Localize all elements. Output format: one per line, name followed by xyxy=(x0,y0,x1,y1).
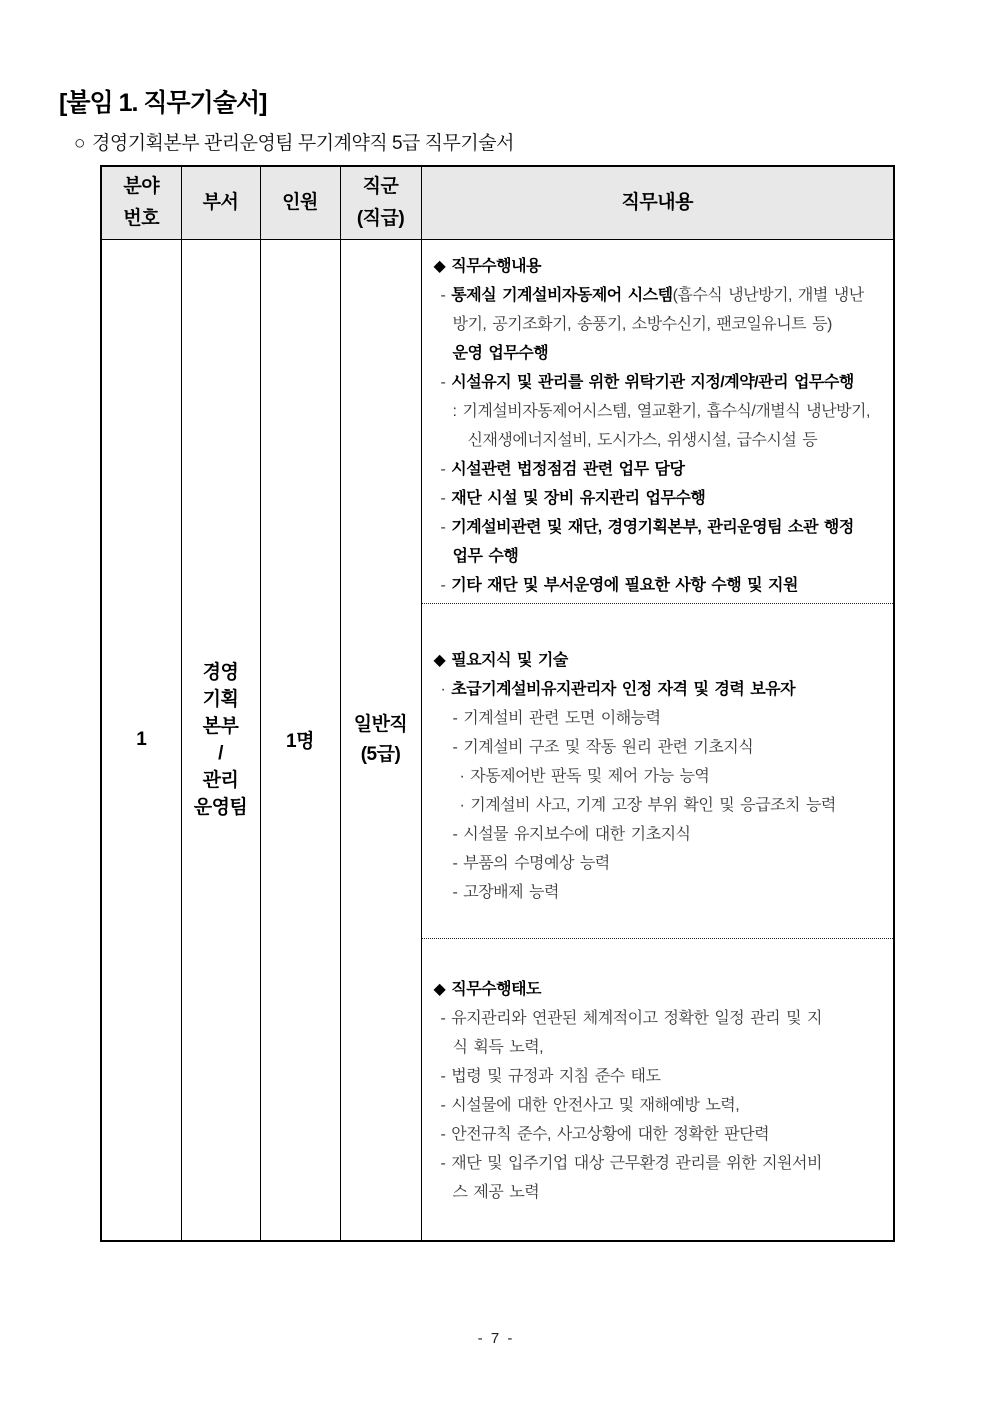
department-line: 기획 xyxy=(202,688,239,710)
subtitle-text: 경영기획본부 관리운영팀 무기계약직 5급 직무기술서 xyxy=(91,133,514,154)
cell-headcount: 1명 xyxy=(260,239,340,1241)
col-header-headcount xyxy=(260,166,340,239)
content-line xyxy=(422,820,894,849)
subtitle xyxy=(74,128,514,155)
content-text: - 시설물 유지보수에 대한 기초지식 xyxy=(452,825,691,843)
content-line xyxy=(422,1004,894,1033)
header-line: 직무내용 xyxy=(621,191,693,213)
content-text: - xyxy=(440,286,452,304)
cell-job-group xyxy=(340,239,421,1241)
job-group-line: (5급) xyxy=(360,743,401,765)
header-line: 분야 xyxy=(123,175,160,197)
content-line xyxy=(422,310,894,339)
content-text: - 안전규칙 준수, 사고상황에 대한 정확한 판단력 xyxy=(440,1125,770,1143)
content-text: - xyxy=(440,518,452,536)
job-description-table xyxy=(100,165,895,1242)
job-section-knowledge-skills xyxy=(422,603,894,938)
content-line xyxy=(422,675,894,704)
content-line xyxy=(422,762,894,791)
page-number: - 7 - xyxy=(477,1330,515,1347)
table-header-row xyxy=(101,166,894,239)
content-text: : 기계설비자동제어시스템, 열교환기, 흡수식/개별식 냉난방기, xyxy=(452,402,870,420)
department-line: 관리 xyxy=(202,769,239,791)
content-line xyxy=(422,281,894,310)
content-bold-text: 시설유지 및 관리를 위한 위탁기관 지정/계약/관리 업무수행 xyxy=(451,373,854,391)
content-line xyxy=(422,513,894,542)
content-text: - 유지관리와 연관된 체계적이고 정확한 일정 관리 및 지 xyxy=(440,1009,822,1027)
col-header-field-no xyxy=(101,166,181,239)
content-text: - xyxy=(440,576,452,594)
job-section-duties xyxy=(422,240,894,603)
content-line xyxy=(422,1033,894,1062)
content-line xyxy=(422,1149,894,1178)
content-line xyxy=(422,878,894,907)
col-header-department xyxy=(181,166,260,239)
content-line xyxy=(422,704,894,733)
page-title: [붙임 1. 직무기술서] xyxy=(59,89,267,117)
content-bold-text: 업무 수행 xyxy=(452,547,519,565)
content-bold-text: 재단 시설 및 장비 유지관리 업무수행 xyxy=(451,489,706,507)
header-line: 부서 xyxy=(202,191,239,213)
content-line xyxy=(422,646,894,675)
content-text: (흡수식 냉난방기, 개별 냉난 xyxy=(672,286,864,304)
content-text: 식 획득 노력, xyxy=(452,1038,544,1056)
content-text: - xyxy=(440,373,452,391)
content-line xyxy=(422,252,894,281)
department-line: 경영 xyxy=(202,661,239,683)
content-line xyxy=(422,975,894,1004)
circle-bullet-icon: ○ xyxy=(74,133,85,154)
content-bold-text: 초급기계설비유지관리자 인정 자격 및 경력 보유자 xyxy=(451,680,796,698)
content-line xyxy=(422,849,894,878)
content-line xyxy=(422,1120,894,1149)
content-line xyxy=(422,426,894,455)
content-text: - 고장배제 능력 xyxy=(452,883,559,901)
content-text: · 자동제어반 판독 및 제어 가능 능역 xyxy=(459,767,710,785)
content-text: - 부품의 수명예상 능력 xyxy=(452,854,610,872)
header-line: 직군 xyxy=(362,175,399,197)
content-bold-text: ◆ 직무수행내용 xyxy=(433,257,541,275)
content-text: - 기계설비 구조 및 작동 원리 관련 기초지식 xyxy=(452,738,754,756)
table-row xyxy=(101,239,894,1241)
col-header-job-content xyxy=(421,166,894,239)
content-bold-text: ◆ 필요지식 및 기술 xyxy=(433,651,568,669)
job-section-attitude xyxy=(422,938,894,1240)
department-line: 본부 xyxy=(202,715,239,737)
content-line xyxy=(422,368,894,397)
content-line xyxy=(422,455,894,484)
content-line xyxy=(422,733,894,762)
header-line: 번호 xyxy=(123,207,160,229)
content-text: - 재단 및 입주기업 대상 근무환경 관리를 위한 지원서비 xyxy=(440,1154,822,1172)
content-text: - xyxy=(440,460,452,478)
cell-field-no: 1 xyxy=(101,239,181,1241)
content-text: - 시설물에 대한 안전사고 및 재해예방 노력, xyxy=(440,1096,740,1114)
content-line xyxy=(422,791,894,820)
job-group-line: 일반직 xyxy=(353,713,408,735)
content-line xyxy=(422,1091,894,1120)
cell-job-content xyxy=(421,239,894,1241)
content-bold-text: 운영 업무수행 xyxy=(452,344,549,362)
content-text: - 기계설비 관련 도면 이해능력 xyxy=(452,709,661,727)
department-line: / xyxy=(218,742,223,764)
content-text: 스 제공 노력 xyxy=(452,1183,540,1201)
content-line xyxy=(422,542,894,571)
content-line xyxy=(422,339,894,368)
content-text: - 법령 및 규정과 지침 준수 태도 xyxy=(440,1067,661,1085)
content-bold-text: 기계설비관련 및 재단, 경영기획본부, 관리운영팀 소관 행정 xyxy=(451,518,854,536)
content-line xyxy=(422,397,894,426)
content-line xyxy=(422,1062,894,1091)
content-text: · xyxy=(440,680,452,698)
header-line: 인원 xyxy=(282,191,318,213)
header-line: (직급) xyxy=(356,207,405,229)
content-text: - xyxy=(440,489,452,507)
content-bold-text: ◆ 직무수행태도 xyxy=(433,980,541,998)
cell-department xyxy=(181,239,260,1241)
department-line: 운영팀 xyxy=(193,796,248,818)
content-line xyxy=(422,484,894,513)
content-text: 신재생에너지설비, 도시가스, 위생시설, 급수시설 등 xyxy=(467,431,818,449)
content-line xyxy=(422,1178,894,1207)
content-text: · 기계설비 사고, 기계 고장 부위 확인 및 응급조치 능력 xyxy=(459,796,836,814)
content-line xyxy=(422,571,894,600)
content-text: 방기, 공기조화기, 송풍기, 소방수신기, 팬코일유니트 등) xyxy=(452,315,832,333)
col-header-job-group xyxy=(340,166,421,239)
content-bold-text: 기타 재단 및 부서운영에 필요한 사항 수행 및 지원 xyxy=(451,576,798,594)
content-bold-text: 통제실 기계설비자동제어 시스템 xyxy=(451,286,673,304)
content-bold-text: 시설관련 법정점검 관련 업무 담당 xyxy=(451,460,685,478)
